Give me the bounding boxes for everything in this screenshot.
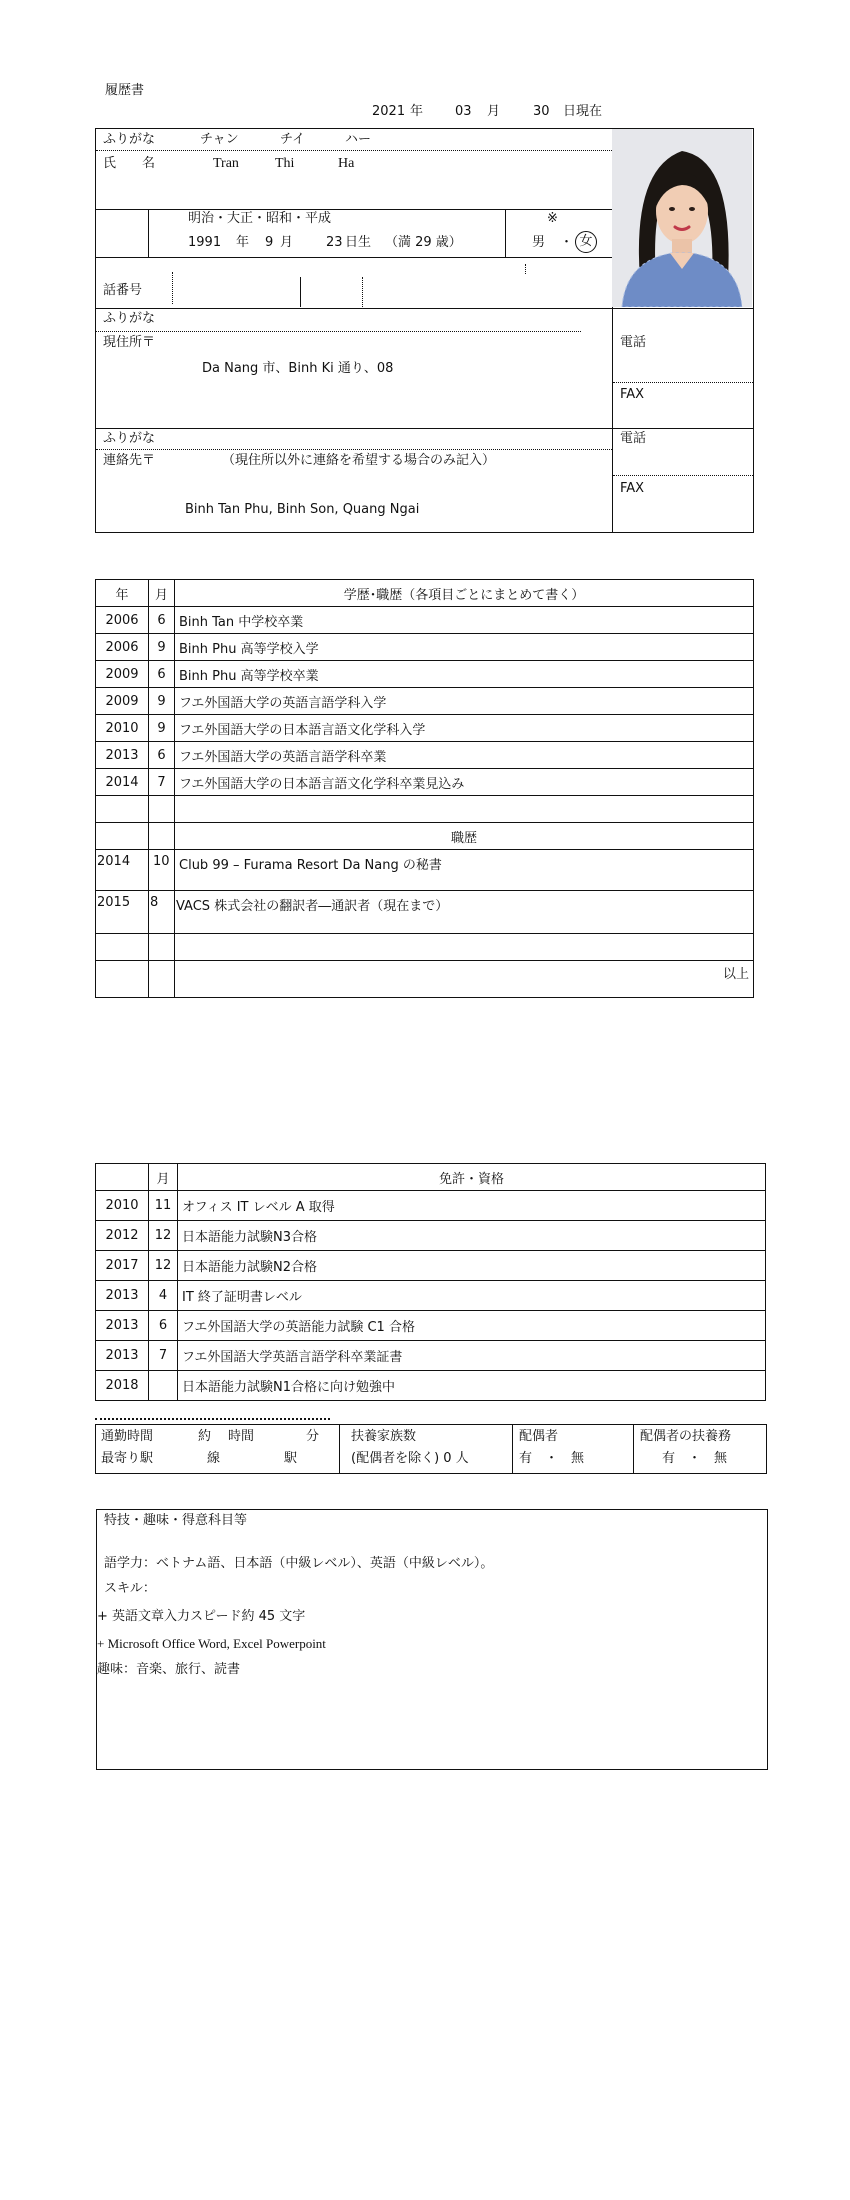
birth-year-label: 年	[236, 235, 250, 250]
empty-cell	[149, 934, 175, 961]
history-month: 9	[149, 715, 175, 742]
empty-cell	[149, 961, 175, 998]
birth-gender-divider	[505, 209, 506, 257]
date-year-label: 年	[410, 104, 424, 119]
history-year: 2009	[96, 688, 149, 715]
address-tel-divider	[613, 382, 753, 383]
license-year: 2018	[96, 1371, 149, 1401]
commute-minutes: 分	[306, 1429, 320, 1444]
empty-cell	[149, 796, 175, 823]
table-row	[96, 1311, 766, 1341]
history-month: 7	[149, 769, 175, 796]
table-row	[96, 769, 754, 796]
skills-line: スキル：	[104, 1581, 156, 1596]
skills-line: 趣味：音楽、旅行、読書	[97, 1662, 241, 1677]
history-desc: Binh Phu 高等学校卒業	[175, 661, 754, 688]
empty-cell	[96, 796, 149, 823]
date-month-label: 月	[487, 104, 501, 119]
licenses-header-month: 月	[149, 1164, 178, 1191]
history-month: 6	[149, 742, 175, 769]
table-row	[96, 688, 754, 715]
empty-cell	[175, 796, 754, 823]
licenses-header-desc: 免許・資格	[178, 1164, 766, 1191]
history-header-desc: 学歴･職歴（各項目ごとにまとめて書く）	[175, 580, 754, 607]
empty-cell	[96, 1164, 149, 1191]
table-row	[96, 742, 754, 769]
license-month: 12	[149, 1251, 178, 1281]
license-month: 6	[149, 1311, 178, 1341]
table-row	[96, 1191, 766, 1221]
skills-line: + Microsoft Office Word, Excel Powerpoint	[97, 1636, 326, 1651]
phone-label: 話番号	[103, 283, 143, 298]
commute-divider-1	[339, 1424, 340, 1474]
history-header-year: 年	[96, 580, 149, 607]
work-header: 職歴	[175, 823, 754, 850]
history-desc: フエ外国語大学の英語言語学科入学	[175, 688, 754, 715]
table-row	[96, 715, 754, 742]
table-row	[96, 850, 754, 891]
history-end: 以上	[175, 961, 754, 998]
spouse-choice: 有 ・ 無	[519, 1451, 585, 1466]
empty-cell	[96, 823, 149, 850]
furigana-divider	[96, 150, 612, 151]
empty-cell	[149, 823, 175, 850]
history-month: 6	[149, 661, 175, 688]
gender-male: 男	[532, 235, 546, 250]
gender-separator: ・	[560, 235, 574, 250]
spouse-label: 配偶者	[519, 1429, 559, 1444]
dependents-note: (配偶者を除く) 0 人	[351, 1451, 469, 1466]
date-year: 2021	[372, 104, 406, 119]
station-line: 線	[207, 1451, 221, 1466]
licenses-header-row	[96, 1164, 766, 1191]
table-row	[96, 1281, 766, 1311]
history-year: 2009	[96, 661, 149, 688]
license-year: 2010	[96, 1191, 149, 1221]
commute-divider-2	[512, 1424, 513, 1474]
contact-tel-divider	[613, 475, 753, 476]
license-year: 2013	[96, 1281, 149, 1311]
contact-value: Binh Tan Phu, Binh Son, Quang Ngai	[185, 502, 420, 517]
license-desc: 日本語能力試験N2合格	[178, 1251, 766, 1281]
birth-month: 9	[265, 235, 274, 250]
phone-seg-1	[172, 272, 173, 304]
station-label: 最寄り駅	[101, 1451, 154, 1466]
table-row	[96, 607, 754, 634]
phone-seg-4	[525, 264, 526, 274]
work-header-row	[96, 823, 754, 850]
contact-tel-label: 電話	[620, 431, 647, 446]
address-fax-label: FAX	[620, 387, 645, 402]
table-row	[96, 1341, 766, 1371]
history-month: 9	[149, 688, 175, 715]
birth-day-label: 日生	[345, 235, 372, 250]
work-desc: Club 99 – Furama Resort Da Nang の秘書	[175, 850, 754, 891]
license-desc: 日本語能力試験N3合格	[178, 1221, 766, 1251]
table-row-empty	[96, 934, 754, 961]
table-row	[96, 661, 754, 688]
license-desc: オフィス IT レベル A 取得	[178, 1191, 766, 1221]
skills-title: 特技・趣味・得意科目等	[104, 1513, 248, 1528]
license-month: 7	[149, 1341, 178, 1371]
gender-female-circled: 女	[575, 231, 597, 253]
license-desc: フエ外国語大学英語言語学科卒業証書	[178, 1341, 766, 1371]
commute-dotted-separator	[95, 1418, 330, 1420]
table-row	[96, 1371, 766, 1401]
birth-left-divider	[148, 209, 149, 257]
birth-year: 1991	[188, 235, 222, 250]
history-header-row	[96, 580, 754, 607]
empty-cell	[175, 934, 754, 961]
history-header-month: 月	[149, 580, 175, 607]
table-row	[96, 634, 754, 661]
history-year: 2006	[96, 607, 149, 634]
license-desc: 日本語能力試験N1合格に向け勉強中	[178, 1371, 766, 1401]
history-month: 6	[149, 607, 175, 634]
license-year: 2017	[96, 1251, 149, 1281]
history-month: 9	[149, 634, 175, 661]
commute-hours: 時間	[228, 1429, 255, 1444]
license-month: 11	[149, 1191, 178, 1221]
table-row	[96, 891, 754, 934]
contact-fax-label: FAX	[620, 481, 645, 496]
commute-divider-3	[633, 1424, 634, 1474]
license-month: 12	[149, 1221, 178, 1251]
address-value: Da Nang 市、Binh Ki 通り、08	[202, 361, 394, 376]
contact-furigana-divider	[96, 449, 612, 450]
history-desc: フエ外国語大学の日本語言語文化学科卒業見込み	[175, 769, 754, 796]
contact-furigana-label: ふりがな	[103, 431, 156, 446]
licenses-table	[95, 1163, 766, 1401]
contact-label: 連絡先〒	[103, 453, 156, 468]
birth-row-bottom	[96, 257, 612, 258]
history-desc: フエ外国語大学の日本語言語文化学科入学	[175, 715, 754, 742]
empty-cell	[96, 934, 149, 961]
license-year: 2012	[96, 1221, 149, 1251]
commute-approx: 約	[198, 1429, 212, 1444]
birth-day: 23	[326, 235, 343, 250]
birth-month-label: 月	[280, 235, 294, 250]
history-year: 2006	[96, 634, 149, 661]
address-tel-label: 電話	[620, 335, 647, 350]
name-middle: Thi	[275, 156, 295, 171]
license-year: 2013	[96, 1311, 149, 1341]
date-day: 30	[533, 104, 550, 119]
table-row-empty	[96, 796, 754, 823]
furigana-given: ハー	[345, 132, 372, 147]
table-row-end	[96, 961, 754, 998]
table-row	[96, 1221, 766, 1251]
birth-era: 明治・大正・昭和・平成	[188, 211, 332, 226]
table-row	[96, 1251, 766, 1281]
work-month: 8	[149, 891, 175, 934]
spouse-dep-choice: 有 ・ 無	[662, 1451, 728, 1466]
license-desc: フエ外国語大学の英語能力試験 C1 合格	[178, 1311, 766, 1341]
name-label: 氏 名	[103, 156, 156, 171]
name-family: Tran	[213, 156, 239, 171]
contact-note: （現住所以外に連絡を希望する場合のみ記入）	[222, 453, 496, 468]
phone-seg-3	[362, 277, 363, 307]
station-name: 駅	[284, 1451, 298, 1466]
license-desc: IT 終了証明書レベル	[178, 1281, 766, 1311]
document-title: 履歴書	[105, 83, 145, 98]
dependents-label: 扶養家族数	[351, 1429, 417, 1444]
spouse-dep-label: 配偶者の扶養務	[640, 1429, 732, 1444]
license-month	[149, 1371, 178, 1401]
address-label: 現住所〒	[103, 335, 156, 350]
address-furigana-divider	[96, 331, 581, 332]
birth-row-top	[96, 209, 612, 210]
license-month: 4	[149, 1281, 178, 1311]
empty-cell	[96, 961, 149, 998]
history-desc: フエ外国語大学の英語言語学科卒業	[175, 742, 754, 769]
applicant-photo	[612, 129, 752, 307]
address-furigana-label: ふりがな	[103, 311, 156, 326]
date-month: 03	[455, 104, 472, 119]
work-desc: VACS 株式会社の翻訳者―通訳者（現在まで）	[175, 891, 754, 934]
history-year: 2013	[96, 742, 149, 769]
date-suffix: 日現在	[563, 104, 603, 119]
work-month: 10	[149, 850, 175, 891]
history-year: 2010	[96, 715, 149, 742]
birth-age: （満 29 歳）	[385, 235, 462, 250]
address-block-top	[96, 308, 753, 309]
history-desc: Binh Phu 高等学校入学	[175, 634, 754, 661]
note-mark: ※	[547, 211, 558, 226]
work-year: 2014	[96, 850, 149, 891]
furigana-family: チャン	[200, 132, 239, 147]
history-table	[95, 579, 754, 998]
skills-line: + 英語文章入力スピード約 45 文字	[97, 1609, 306, 1624]
commute-time-label: 通勤時間	[101, 1429, 154, 1444]
name-given: Ha	[338, 156, 355, 171]
history-desc: Binh Tan 中学校卒業	[175, 607, 754, 634]
furigana-label: ふりがな	[103, 132, 156, 147]
furigana-middle: チイ	[280, 132, 306, 147]
contact-block-top	[96, 428, 753, 429]
license-year: 2013	[96, 1341, 149, 1371]
history-year: 2014	[96, 769, 149, 796]
work-year: 2015	[96, 891, 149, 934]
skills-line: 語学力：ベトナム語、日本語（中級レベル）、英語（中級レベル）。	[104, 1556, 494, 1571]
phone-seg-2	[300, 277, 301, 307]
